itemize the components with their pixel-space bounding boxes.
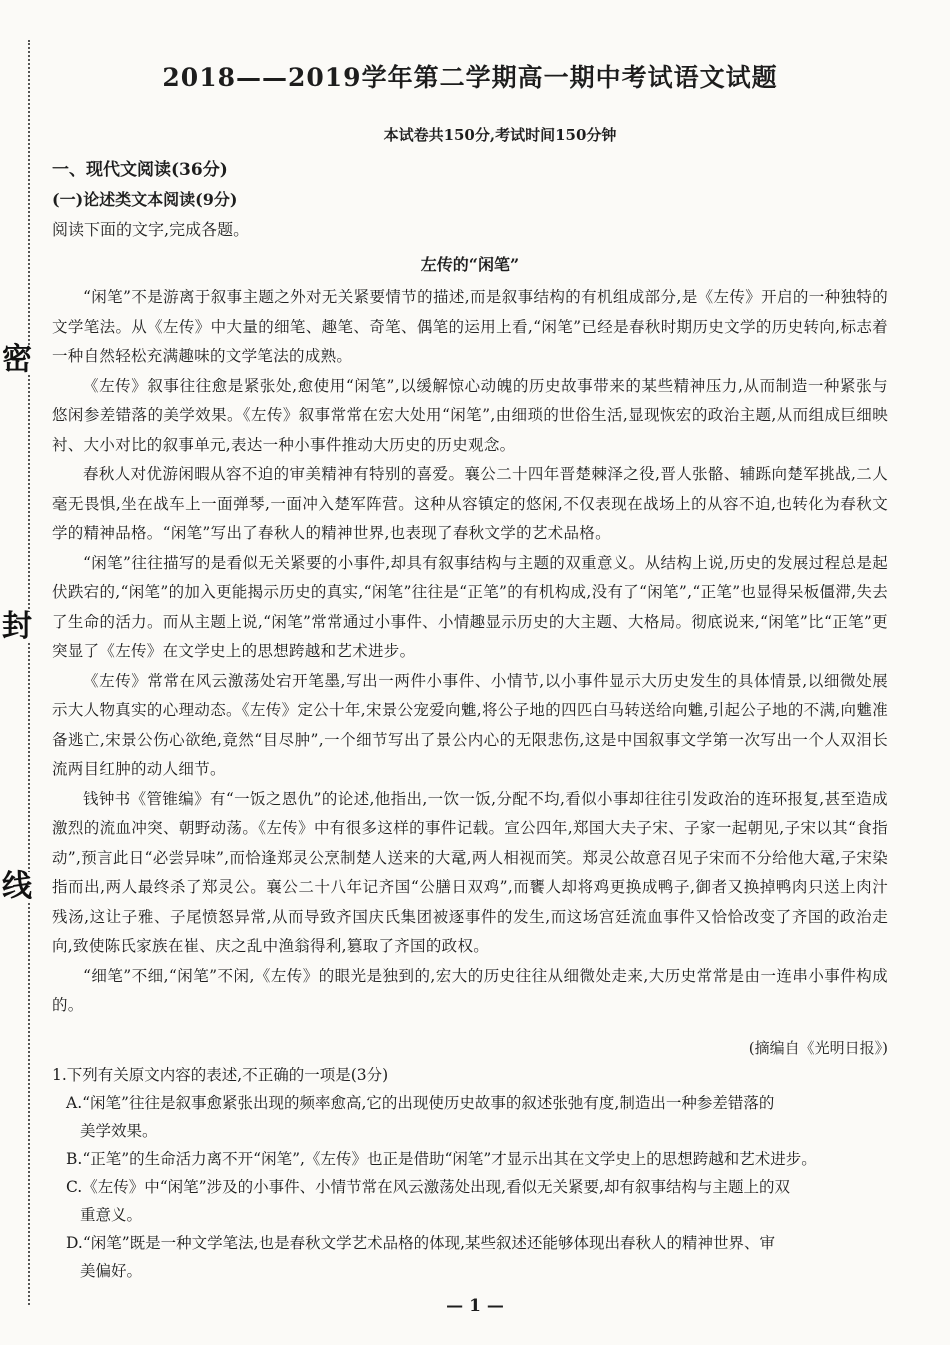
article-paragraph: 《左传》叙事往往愈是紧张处,愈使用“闲笔”,以缓解惊心动魄的历史故事带来的某些精神压力,从而制造一种紧张与悠闲参差错落的美学效果。《左传》叙事常常在宏大处用“闲笔”,由细琐的世俗生活,显现恢宏的政治主题,从而组成巨细映衬、大小对比的叙事单元,表达一种小事件推动大历史的历史观念。 <box>52 376 888 454</box>
option-text: “闲笔”既是一种文学笔法,也是春秋文学艺术品格的体现,某些叙述还能够体现出春秋人的精神世界、审 <box>82 1233 776 1252</box>
exam-info: 本试卷共150分,考试时间150分钟 <box>383 126 617 144</box>
option-continuation: 重意义。 <box>80 1205 143 1224</box>
subsection-title: (一)论述类文本阅读(9分) <box>52 190 238 209</box>
option-label: D. <box>66 1233 83 1252</box>
option-continuation: 美偏好。 <box>80 1261 143 1280</box>
section-title: 一、现代文阅读(36分) <box>52 160 228 180</box>
article-paragraph: “细笔”不细,“闲笔”不闲,《左传》的眼光是独到的,宏大的历史往往从细微处走来,大历史常常是由一连串小事件构成的。 <box>52 966 888 1014</box>
option-b <box>66 1145 888 1173</box>
binding-mark-seal: 密 <box>2 342 32 377</box>
option-c <box>66 1173 888 1229</box>
binding-mark-line: 线 <box>2 869 32 904</box>
question-stem: 1.下列有关原文内容的表述,不正确的一项是(3分) <box>52 1065 389 1084</box>
option-text: “闲笔”往往是叙事愈紧张出现的频率愈高,它的出现使历史故事的叙述张弛有度,制造出一种参差错落的 <box>82 1093 775 1112</box>
option-d <box>66 1229 888 1285</box>
option-a <box>66 1089 888 1145</box>
article-source: (摘编自《光明日报》) <box>748 1038 888 1057</box>
article-paragraph: “闲笔”不是游离于叙事主题之外对无关紧要情节的描述,而是叙事结构的有机组成部分,是《左传》开启的一种独特的文学笔法。从《左传》中大量的细笔、趣笔、奇笔、偶笔的运用上看,“闲笔”已经是春秋时期历史文学的历史转向,标志着一种自然轻松充满趣味的文学笔法的成熟。 <box>52 288 888 365</box>
page-number: — 1 — <box>446 1296 504 1316</box>
option-text: 《左传》中“闲笔”涉及的小事件、小情节常在风云激荡处出现,看似无关紧要,却有叙事结构与主题上的双 <box>82 1177 790 1196</box>
article-title: 左传的“闲笔” <box>420 255 520 274</box>
binding-mark-seal: 封 <box>2 609 32 644</box>
article-paragraph: “闲笔”往往描写的是看似无关紧要的小事件,却具有叙事结构与主题的双重意义。从结构上说,历史的发展过程总是起伏跌宕的,“闲笔”的加入更能揭示历史的真实,“闲笔”往往是“正笔”的有机构成,没有了“闲笔”,“正笔”也显得呆板僵滞,失去了生命的活力。而从主题上说,“闲笔”常常通过小事件、小情趣显示历史的大主题、大格局。彻底说来,“闲笔”比“正笔”更突显了《左传》在文学史上的思想跨越和艺术进步。 <box>52 553 888 660</box>
option-label: A. <box>66 1093 83 1112</box>
article-paragraph: 钱钟书《管锥编》有“一饭之恩仇”的论述,他指出,一饮一饭,分配不均,看似小事却往往引发政治的连环报复,甚至造成激烈的流血冲突、朝野动荡。《左传》中有很多这样的事件记载。宣公四年,郑国大夫子宋、子家一起朝见,子宋以其“食指动”,预言此日“必尝异味”,而恰逢郑灵公烹制楚人送来的大鼋,两人相视而笑。郑灵公故意召见子宋而不分给他大鼋,子宋染指而出,两人最终杀了郑灵公。襄公二十八年记齐国“公膳日双鸡”,而饔人却将鸡更换成鸭子,御者又换掉鸭肉只送上肉汁残汤,这让子雅、子尾愤怒异常,从而导致齐国庆氏集团被逐事件的发生,而这场宫廷流血事件又恰恰改变了齐国的政治走向,致使陈氏家族在崔、庆之乱中渔翁得利,篡取了齐国的政权。 <box>52 789 888 955</box>
option-text: “正笔”的生命活力离不开“闲笔”,《左传》也正是借助“闲笔”才显示出其在文学史上的思想跨越和艺术进步。 <box>82 1149 817 1168</box>
article-paragraph: 春秋人对优游闲暇从容不迫的审美精神有特别的喜爱。襄公二十四年晋楚棘泽之役,晋人张骼、辅跞向楚军挑战,二人毫无畏惧,坐在战车上一面弹琴,一面冲入楚军阵营。这种从容镇定的悠闲,不仅表现在战场上的从容不迫,也转化为春秋文学的精神品格。“闲笔”写出了春秋人的精神世界,也表现了春秋文学的艺术品格。 <box>52 465 888 542</box>
option-label: C. <box>66 1177 83 1196</box>
exam-title: 2018——2019学年第二学期高一期中考试语文试题 <box>162 63 778 92</box>
binding-line <box>28 40 30 1305</box>
option-label: B. <box>66 1149 83 1168</box>
exam-page <box>52 58 888 1285</box>
reading-instruction: 阅读下面的文字,完成各题。 <box>52 220 250 239</box>
option-continuation: 美学效果。 <box>80 1121 158 1140</box>
article-paragraph: 《左传》常常在风云激荡处宕开笔墨,写出一两件小事件、小情节,以小事件显示大历史发生的具体情景,以细微处展示大人物真实的心理动态。《左传》定公十年,宋景公宠爱向魋,将公子地的四匹白马转送给向魋,引起公子地的不满,向魋准备逃亡,宋景公伤心欲绝,竟然“目尽肿”,一个细节写出了景公内心的无限悲伤,这是中国叙事文学第一次写出一个人双泪长流两目红肿的动人细节。 <box>52 671 888 778</box>
